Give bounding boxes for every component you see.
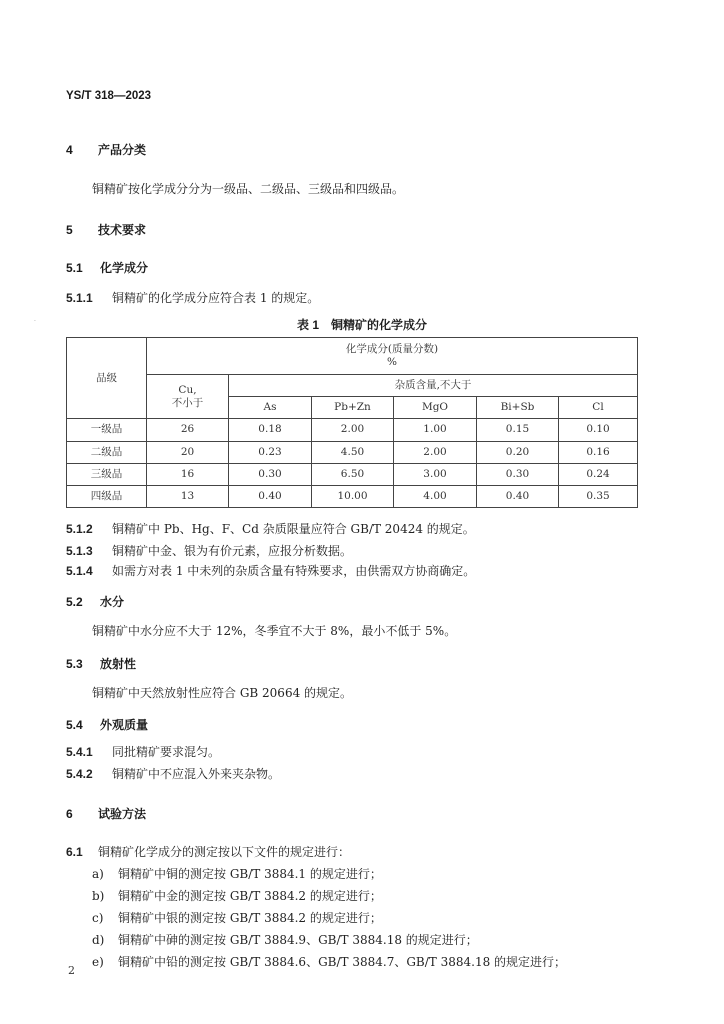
value-cell: 1.00 <box>394 419 477 441</box>
unit-label: % <box>387 356 397 369</box>
value-cell: 0.40 <box>229 485 312 507</box>
list-item <box>92 909 382 926</box>
clause-number: 5.1.3 <box>66 544 93 558</box>
composition-header <box>147 338 638 375</box>
page-number: 2 <box>68 964 75 977</box>
clause-5-4-2 <box>66 765 280 782</box>
list-text: 铜精矿中铜的测定按 GB/T 3884.1 的规定进行； <box>118 867 382 881</box>
section-number: 5 <box>66 223 73 237</box>
section-number: 5.2 <box>66 595 83 609</box>
document-code: YS/T 318—2023 <box>66 90 152 102</box>
section-number: 5.1 <box>66 261 83 275</box>
list-item <box>92 865 382 882</box>
cu-cell: 26 <box>147 419 229 441</box>
clause-number: 5.1.1 <box>66 291 93 305</box>
value-cell: 0.24 <box>559 463 638 485</box>
clause-text: 铜精矿中 Pb、Hg、F、Cd 杂质限量应符合 GB/T 20424 的规定。 <box>112 522 475 536</box>
clause-6-1 <box>66 843 350 860</box>
table-row <box>67 419 638 441</box>
value-cell: 0.23 <box>229 441 312 463</box>
section-title: 试验方法 <box>98 807 147 821</box>
section-5-heading <box>66 221 146 238</box>
section-5-3-paragraph: 铜精矿中天然放射性应符合 GB 20664 的规定。 <box>92 686 353 700</box>
clause-5-1-4 <box>66 562 475 579</box>
clause-number: 6.1 <box>66 845 83 859</box>
table-1-caption: 表 1 铜精矿的化学成分 <box>296 318 427 332</box>
clause-5-1-1 <box>66 289 319 306</box>
clause-number: 5.1.4 <box>66 564 93 578</box>
column-header-as: As <box>229 397 312 419</box>
list-marker: b) <box>92 889 105 903</box>
grade-cell: 二级品 <box>67 441 147 463</box>
section-number: 6 <box>66 807 73 821</box>
cu-cell: 13 <box>147 485 229 507</box>
section-4-paragraph: 铜精矿按化学成分分为一级品、二级品、三级品和四级品。 <box>92 182 405 196</box>
grade-cell: 四级品 <box>67 485 147 507</box>
value-cell: 3.00 <box>394 463 477 485</box>
clause-text: 如需方对表 1 中未列的杂质含量有特殊要求，由供需双方协商确定。 <box>112 564 476 578</box>
section-title: 水分 <box>100 595 125 609</box>
section-5-1-heading <box>66 259 148 276</box>
clause-text: 铜精矿的化学成分应符合表 1 的规定。 <box>112 291 320 305</box>
chemical-composition-table <box>66 337 638 508</box>
clause-text: 铜精矿化学成分的测定按以下文件的规定进行： <box>98 845 351 859</box>
clause-number: 5.1.2 <box>66 522 93 536</box>
value-cell: 2.00 <box>394 441 477 463</box>
section-number: 4 <box>66 143 73 157</box>
list-text: 铜精矿中银的测定按 GB/T 3884.2 的规定进行； <box>118 911 382 925</box>
section-6-heading <box>66 805 146 822</box>
clause-number: 5.4.1 <box>66 745 93 759</box>
section-number: 5.3 <box>66 657 83 671</box>
clause-5-1-3 <box>66 542 352 559</box>
value-cell: 2.00 <box>312 419 394 441</box>
section-5-3-heading <box>66 655 136 672</box>
column-header-cl: Cl <box>559 397 638 419</box>
clause-5-4-1 <box>66 743 220 760</box>
section-5-2-paragraph: 铜精矿中水分应不大于 12%，冬季宜不大于 8%，最小不低于 5%。 <box>92 624 457 638</box>
cu-header-limit: 不小于 <box>171 396 204 409</box>
list-item <box>92 953 566 970</box>
clause-number: 5.4.2 <box>66 767 93 781</box>
column-header-bi-sb: Bi+Sb <box>477 397 559 419</box>
list-marker: a) <box>92 867 104 881</box>
clause-text: 铜精矿中不应混入外来夹杂物。 <box>112 767 281 781</box>
list-item <box>92 887 382 904</box>
section-4-heading <box>66 141 146 158</box>
list-marker: e) <box>92 955 104 969</box>
value-cell: 6.50 <box>312 463 394 485</box>
cu-header <box>147 375 229 419</box>
section-title: 外观质量 <box>100 718 149 732</box>
grade-cell: 三级品 <box>67 463 147 485</box>
list-marker: c) <box>92 911 104 925</box>
column-header-pb-zn: Pb+Zn <box>312 397 394 419</box>
table-row <box>67 441 638 463</box>
value-cell: 0.10 <box>559 419 638 441</box>
cu-cell: 20 <box>147 441 229 463</box>
value-cell: 0.20 <box>477 441 559 463</box>
grade-cell: 一级品 <box>67 419 147 441</box>
section-5-2-heading <box>66 593 124 610</box>
list-text: 铜精矿中铅的测定按 GB/T 3884.6、GB/T 3884.7、GB/T 3884.18 的规定进行； <box>118 955 567 969</box>
column-header-mgo: MgO <box>394 397 477 419</box>
impurity-header: 杂质含量,不大于 <box>229 375 638 397</box>
grade-header: 品级 <box>67 338 147 419</box>
section-title: 技术要求 <box>98 223 147 237</box>
value-cell: 0.40 <box>477 485 559 507</box>
margin-mark: · <box>34 318 36 325</box>
section-title: 产品分类 <box>98 143 147 157</box>
list-item <box>92 931 478 948</box>
list-text: 铜精矿中砷的测定按 GB/T 3884.9、GB/T 3884.18 的规定进行； <box>118 933 478 947</box>
cu-cell: 16 <box>147 463 229 485</box>
value-cell: 0.35 <box>559 485 638 507</box>
table-row <box>67 485 638 507</box>
clause-text: 铜精矿中金、银为有价元素，应报分析数据。 <box>112 544 353 558</box>
cu-header-element: Cu, <box>178 383 197 396</box>
section-5-4-heading <box>66 716 148 733</box>
section-title: 化学成分 <box>100 261 149 275</box>
section-title: 放射性 <box>100 657 137 671</box>
value-cell: 0.18 <box>229 419 312 441</box>
list-marker: d) <box>92 933 105 947</box>
table-row <box>67 463 638 485</box>
value-cell: 0.15 <box>477 419 559 441</box>
list-text: 铜精矿中金的测定按 GB/T 3884.2 的规定进行； <box>118 889 382 903</box>
clause-5-1-2 <box>66 520 475 537</box>
value-cell: 0.16 <box>559 441 638 463</box>
value-cell: 0.30 <box>477 463 559 485</box>
value-cell: 0.30 <box>229 463 312 485</box>
section-number: 5.4 <box>66 718 83 732</box>
value-cell: 4.50 <box>312 441 394 463</box>
value-cell: 10.00 <box>312 485 394 507</box>
composition-header-label: 化学成分(质量分数) <box>345 342 439 355</box>
clause-text: 同批精矿要求混匀。 <box>112 745 221 759</box>
value-cell: 4.00 <box>394 485 477 507</box>
